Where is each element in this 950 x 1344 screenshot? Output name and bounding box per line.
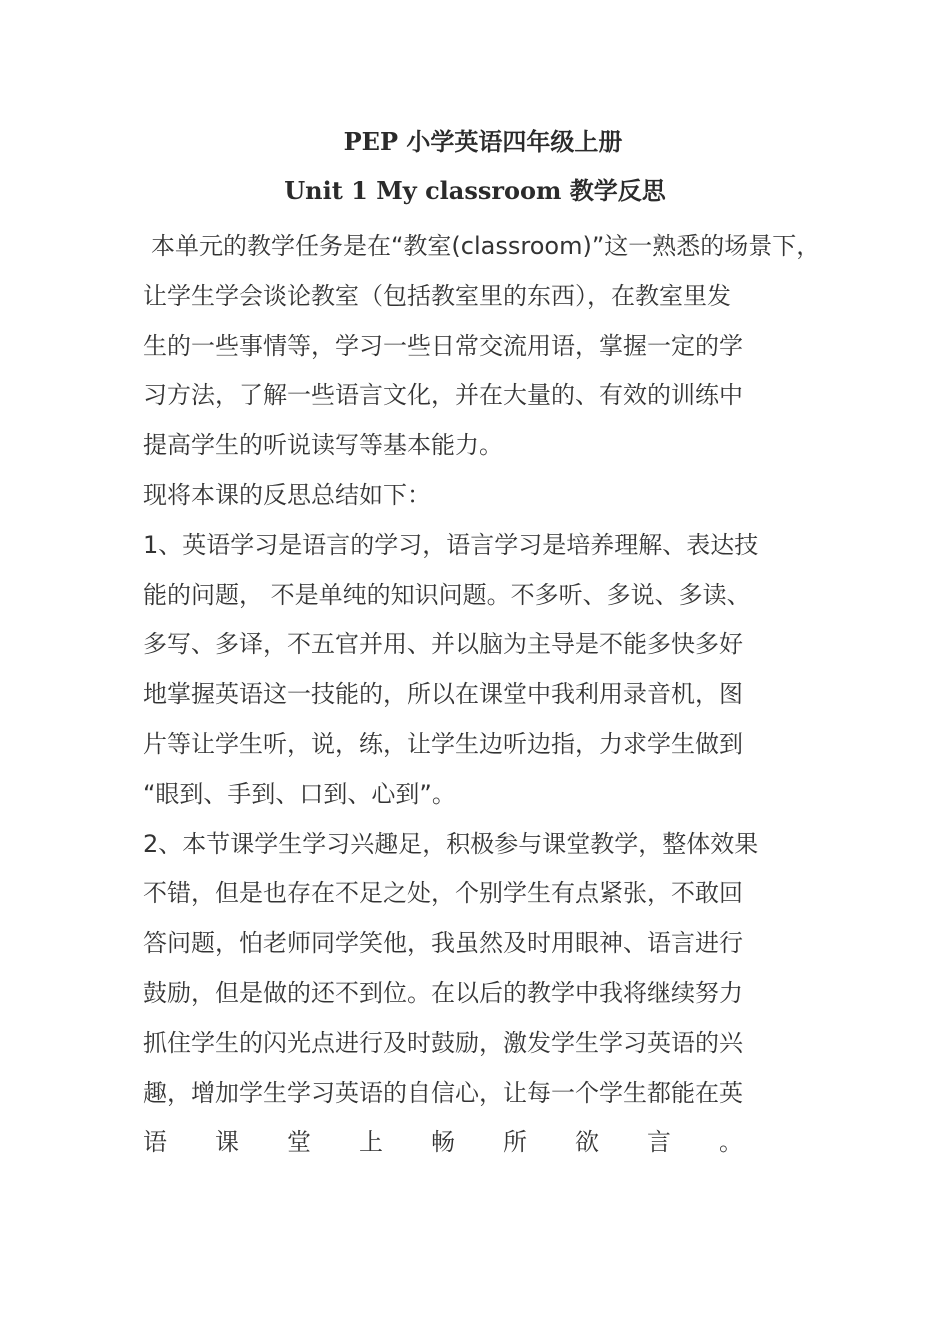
last-line-char: 言 <box>647 1128 671 1157</box>
paragraph-line: 让学生学会谈论教室（包括教室里的东西），在教室里发 <box>143 281 731 310</box>
paragraph-line: 现将本课的反思总结如下： <box>143 480 431 509</box>
paragraph-line: 抓住学生的闪光点进行及时鼓励，激发学生学习英语的兴 <box>143 1028 743 1057</box>
paragraph-line: 习方法，了解一些语言文化，并在大量的、有效的训练中 <box>143 381 743 410</box>
document-body <box>143 222 821 1168</box>
paragraph-line: “眼到、手到、口到、心到”。 <box>143 779 456 808</box>
paragraph-line: 片等让学生听，说，练，让学生边听边指，力求学生做到 <box>143 729 743 758</box>
last-line-justified <box>143 1118 743 1168</box>
paragraph-line: 2、本节课学生学习兴趣足，积极参与课堂教学，整体效果 <box>143 829 759 858</box>
paragraph-line: 能的问题， 不是单纯的知识问题。不多听、多说、多读、 <box>143 580 751 609</box>
document-subtitle: Unit 1 My classroom 教学反思 <box>284 176 666 205</box>
paragraph-line: 不错，但是也存在不足之处，个别学生有点紧张，不敢回 <box>143 879 743 908</box>
last-line-char: 畅 <box>431 1128 455 1157</box>
last-line-char: 语 <box>143 1128 167 1157</box>
last-line-char: 。 <box>719 1128 743 1157</box>
paragraph-line: 鼓励，但是做的还不到位。在以后的教学中我将继续努力 <box>143 978 743 1007</box>
last-line-char: 课 <box>215 1128 239 1157</box>
paragraph-line: 答问题，怕老师同学笑他，我虽然及时用眼神、语言进行 <box>143 929 743 958</box>
last-line-char: 上 <box>359 1128 383 1157</box>
paragraph-line: 提高学生的听说读写等基本能力。 <box>143 431 503 460</box>
last-line-char: 堂 <box>287 1128 311 1157</box>
last-line-char: 欲 <box>575 1128 599 1157</box>
last-line-char: 所 <box>503 1128 527 1157</box>
paragraph-line: 本单元的教学任务是在“教室(classroom)”这一熟悉的场景下， <box>151 232 821 260</box>
paragraph-line: 多写、多译，不五官并用、并以脑为主导是不能多快多好 <box>143 630 743 659</box>
paragraph-line: 地掌握英语这一技能的，所以在课堂中我利用录音机，图 <box>143 680 743 709</box>
paragraph-line: 趣，增加学生学习英语的自信心，让每一个学生都能在英 <box>143 1078 743 1107</box>
paragraph-line: 生的一些事情等，学习一些日常交流用语，掌握一定的学 <box>143 331 743 360</box>
document-title: PEP 小学英语四年级上册 <box>343 127 623 156</box>
paragraph-line: 1、英语学习是语言的学习，语言学习是培养理解、表达技 <box>143 530 759 559</box>
